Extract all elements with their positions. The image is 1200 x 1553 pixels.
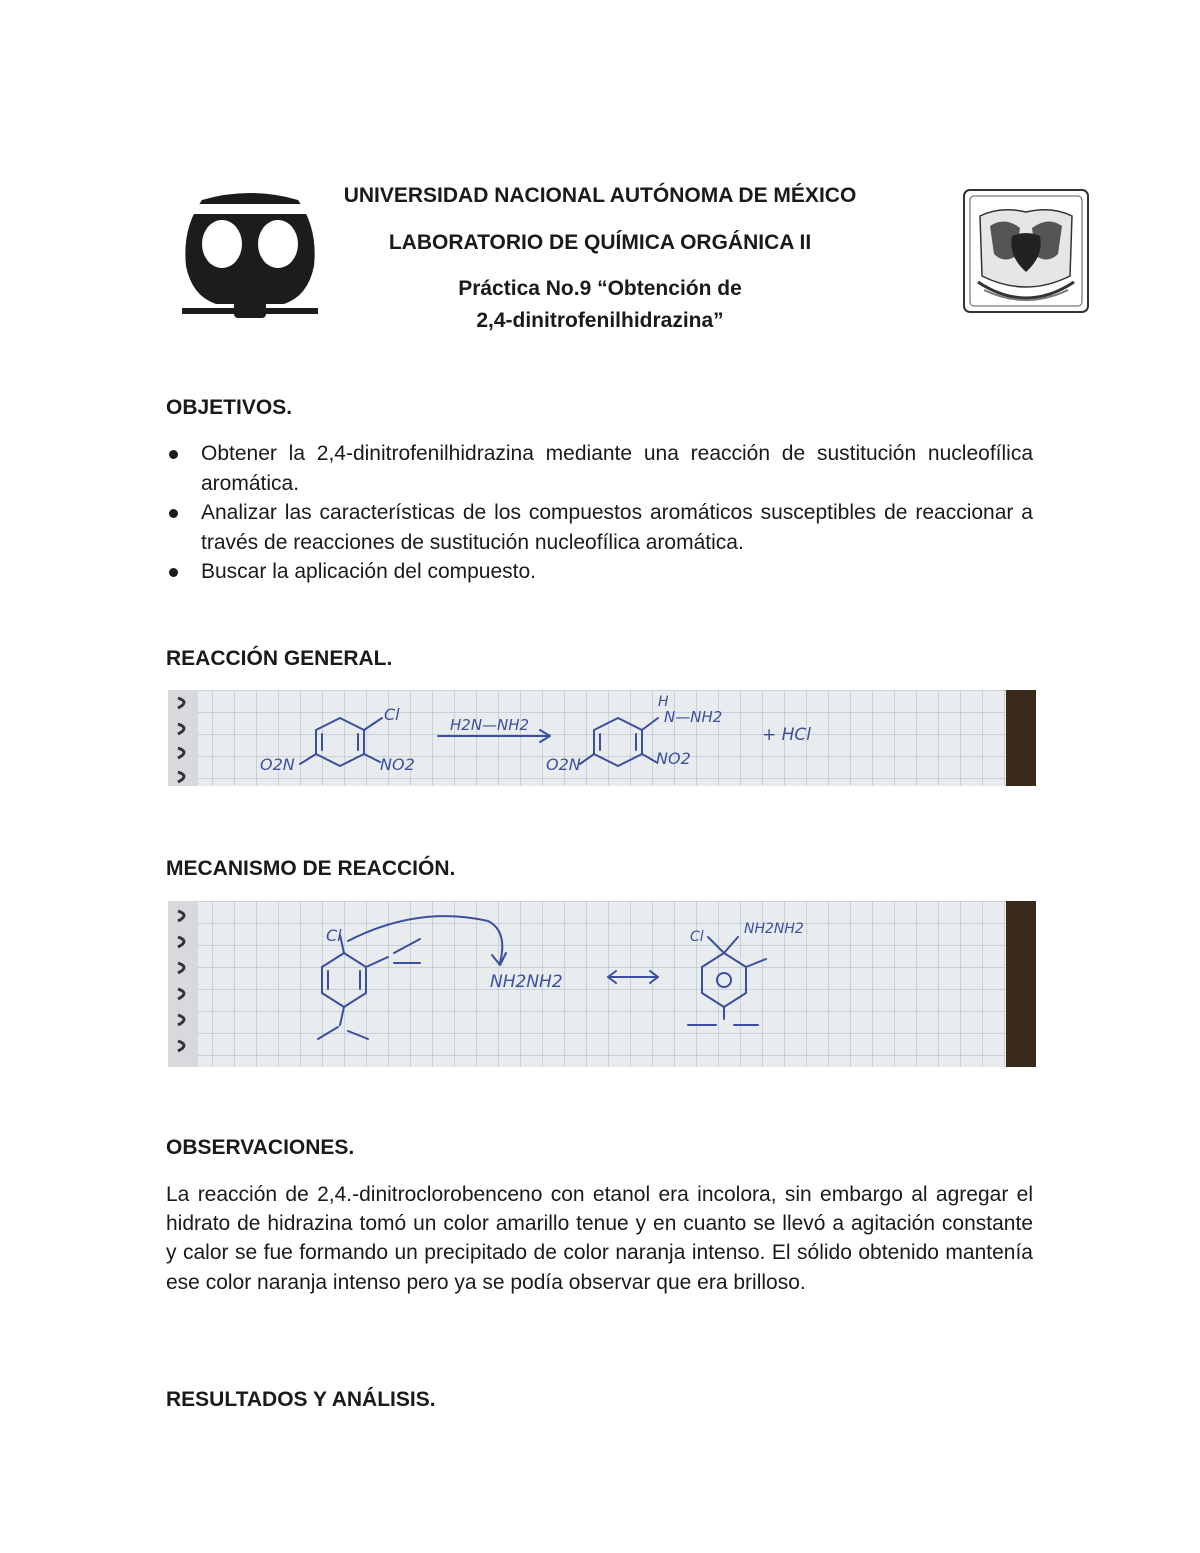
observations-text: La reacción de 2,4.-dinitroclorobenceno con etanol era incolora, sin embargo al agregar el hidrato de hidrazina tomó un color amarillo tenue y en cuanto se llevó a agitación constante y calor se fue formando un precipitado de color naranja intenso. El sólido obtenido mantenía ese color naranja intenso pero ya se podía observar que era brilloso. [166,1183,1033,1294]
reactant-o2n-label: O2N [260,755,295,774]
mechanism-nh2nh2-label: NH2NH2 [744,921,804,937]
bullet-icon [169,450,178,459]
mechanism-title: MECANISMO DE REACCIÓN. [166,857,456,880]
mechanism-cl-right-label: Cl [690,929,704,945]
mechanism-cl-label: Cl [326,926,342,945]
reactant-no2-label: NO2 [380,755,415,774]
results-title: RESULTADOS Y ANÁLISIS. [166,1388,436,1411]
product-h-label: H [658,694,669,710]
bullet-icon [169,509,178,518]
general-reaction-photo [168,690,1036,786]
reactant-cl-label: Cl [384,705,400,724]
product-no2-label: NO2 [656,749,691,768]
laboratory-name: LABORATORIO DE QUÍMICA ORGÁNICA II [388,231,812,254]
university-name: UNIVERSIDAD NACIONAL AUTÓNOMA DE MÉXICO [343,184,857,207]
university-seal [960,186,1092,316]
objectives-title: OBJETIVOS. [166,396,293,419]
list-item: Analizar las características de los compuestos aromáticos susceptibles de reaccionar a través de reacciones de sustitución nucleofílica aromática. [166,498,1033,557]
reagent-label: H2N—NH2 [450,716,530,734]
general-reaction-title: REACCIÓN GENERAL. [166,647,393,670]
product-o2n-label: O2N [546,755,581,774]
objectives-list [166,439,1033,587]
practice-title-line2: 2,4-dinitrofenilhidrazina” [476,309,724,332]
mechanism-photo [168,901,1036,1067]
bullet-icon [169,568,178,577]
product-nh2-label: N—NH2 [664,708,723,726]
observations-title: OBSERVACIONES. [166,1136,355,1159]
list-item: Obtener la 2,4-dinitrofenilhidrazina mediante una reacción de sustitución nucleofílica aromática. [166,439,1033,498]
mechanism-nucleophile-label: NH2NH2 [490,972,563,992]
byproduct-label: + HCl [762,725,812,745]
list-item: Buscar la aplicación del compuesto. [166,557,1033,587]
practice-title-line1: Práctica No.9 “Obtención de [458,277,742,300]
faculty-logo [180,188,320,320]
